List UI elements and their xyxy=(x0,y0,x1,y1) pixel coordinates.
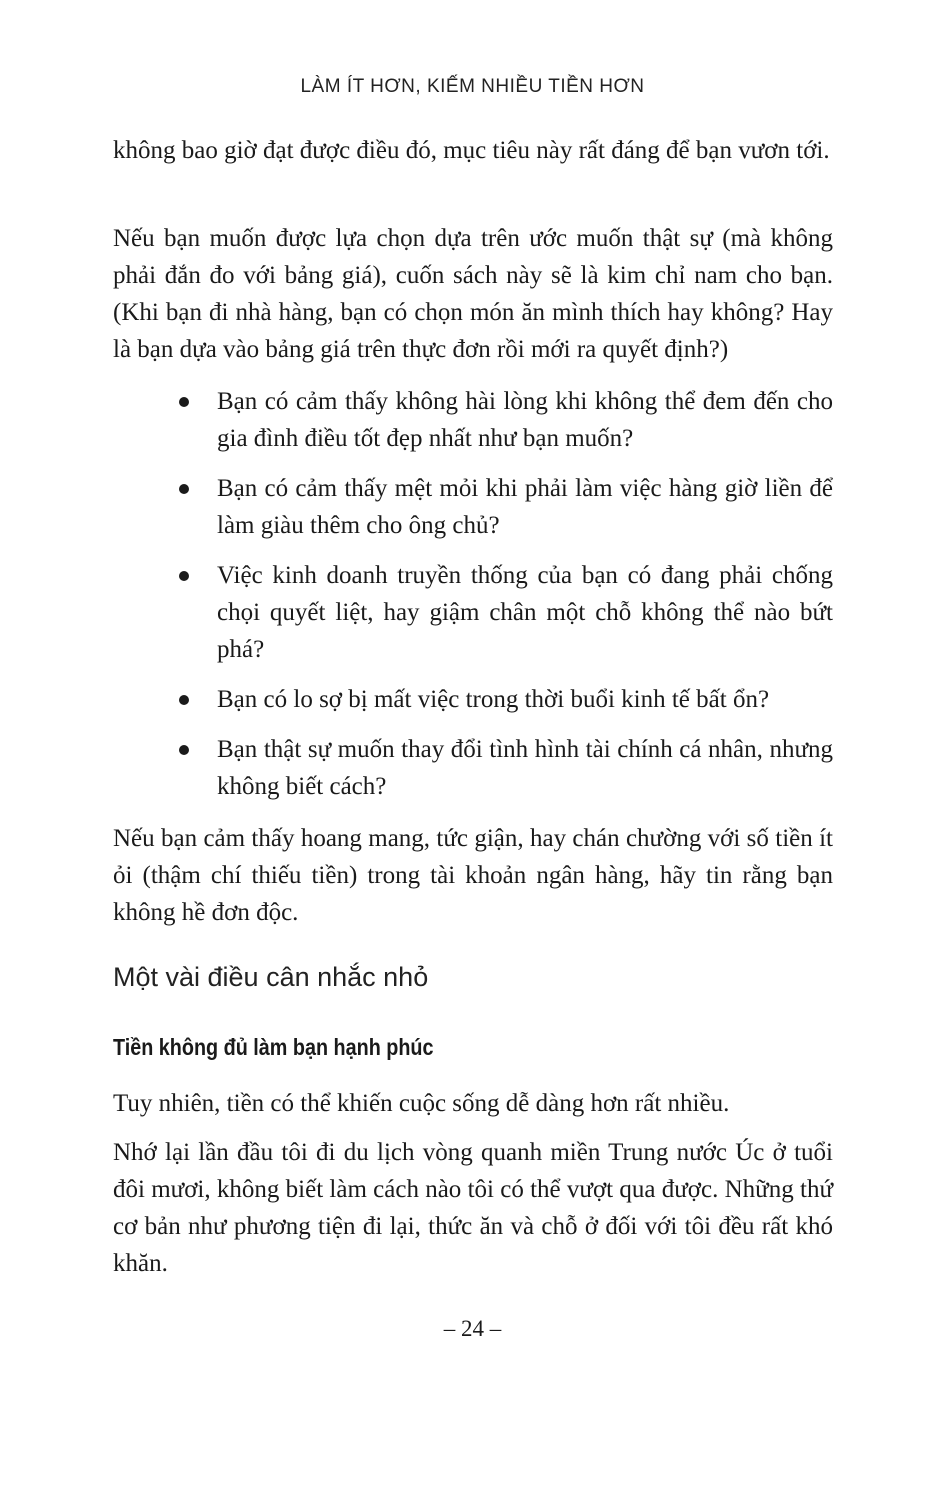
paragraph-money-easier: Tuy nhiên, tiền có thể khiến cuộc sống dễ dàng hơn rất nhiều. xyxy=(113,1090,730,1117)
list-item-text: Bạn có cảm thấy không hài lòng khi không thể đem đến cho gia đình điều tốt đẹp nhất như bạn muốn? xyxy=(217,388,833,452)
list-item xyxy=(217,470,833,544)
page-number: – 24 – xyxy=(443,1316,502,1341)
list-item xyxy=(217,383,833,457)
list-item xyxy=(217,557,833,668)
paragraph-travel-memory: Nhớ lại lần đầu tôi đi du lịch vòng quanh miền Trung nước Úc ở tuổi đôi mươi, không biết làm cách nào tôi có thể vượt qua được. Những thứ cơ bản như phương tiện đi lại, thức ăn và chỗ ở đối với tôi đều rất khó khăn. xyxy=(113,1139,833,1277)
list-item-text: Bạn có lo sợ bị mất việc trong thời buổi kinh tế bất ổn? xyxy=(217,686,770,713)
bullet-icon xyxy=(179,571,189,581)
bullet-icon xyxy=(179,397,189,407)
list-item-text: Bạn thật sự muốn thay đổi tình hình tài chính cá nhân, nhưng không biết cách? xyxy=(217,736,833,800)
bullet-icon xyxy=(179,484,189,494)
paragraph-book-guide: Nếu bạn muốn được lựa chọn dựa trên ước muốn thật sự (mà không phải đắn đo với bảng giá), cuốn sách này sẽ là kim chỉ nam cho bạn. (Khi bạn đi nhà hàng, bạn có chọn món ăn mình thích hay không? Hay là bạn dựa vào bảng giá trên thực đơn rồi mới ra quyết định?) xyxy=(113,225,833,363)
subsection-heading: Tiền không đủ làm bạn hạnh phúc xyxy=(113,1034,434,1060)
paragraph-not-alone: Nếu bạn cảm thấy hoang mang, tức giận, hay chán chường với số tiền ít ỏi (thậm chí thiếu tiền) trong tài khoản ngân hàng, hãy tin rằng bạn không hề đơn độc. xyxy=(113,825,833,926)
list-item xyxy=(217,731,833,805)
running-header: LÀM ÍT HƠN, KIẾM NHIỀU TIỀN HƠN xyxy=(300,76,645,97)
question-list xyxy=(217,383,833,818)
list-item-text: Việc kinh doanh truyền thống của bạn có đang phải chống chọi quyết liệt, hay giậm chân một chỗ không thể nào bứt phá? xyxy=(217,562,833,663)
bullet-icon xyxy=(179,695,189,705)
list-item-text: Bạn có cảm thấy mệt mỏi khi phải làm việc hàng giờ liền để làm giàu thêm cho ông chủ? xyxy=(217,475,833,539)
section-heading: Một vài điều cân nhắc nhỏ xyxy=(113,962,429,992)
list-item xyxy=(217,681,833,718)
bullet-icon xyxy=(179,745,189,755)
paragraph-intro-continuation: không bao giờ đạt được điều đó, mục tiêu này rất đáng để bạn vươn tới. xyxy=(113,137,830,164)
